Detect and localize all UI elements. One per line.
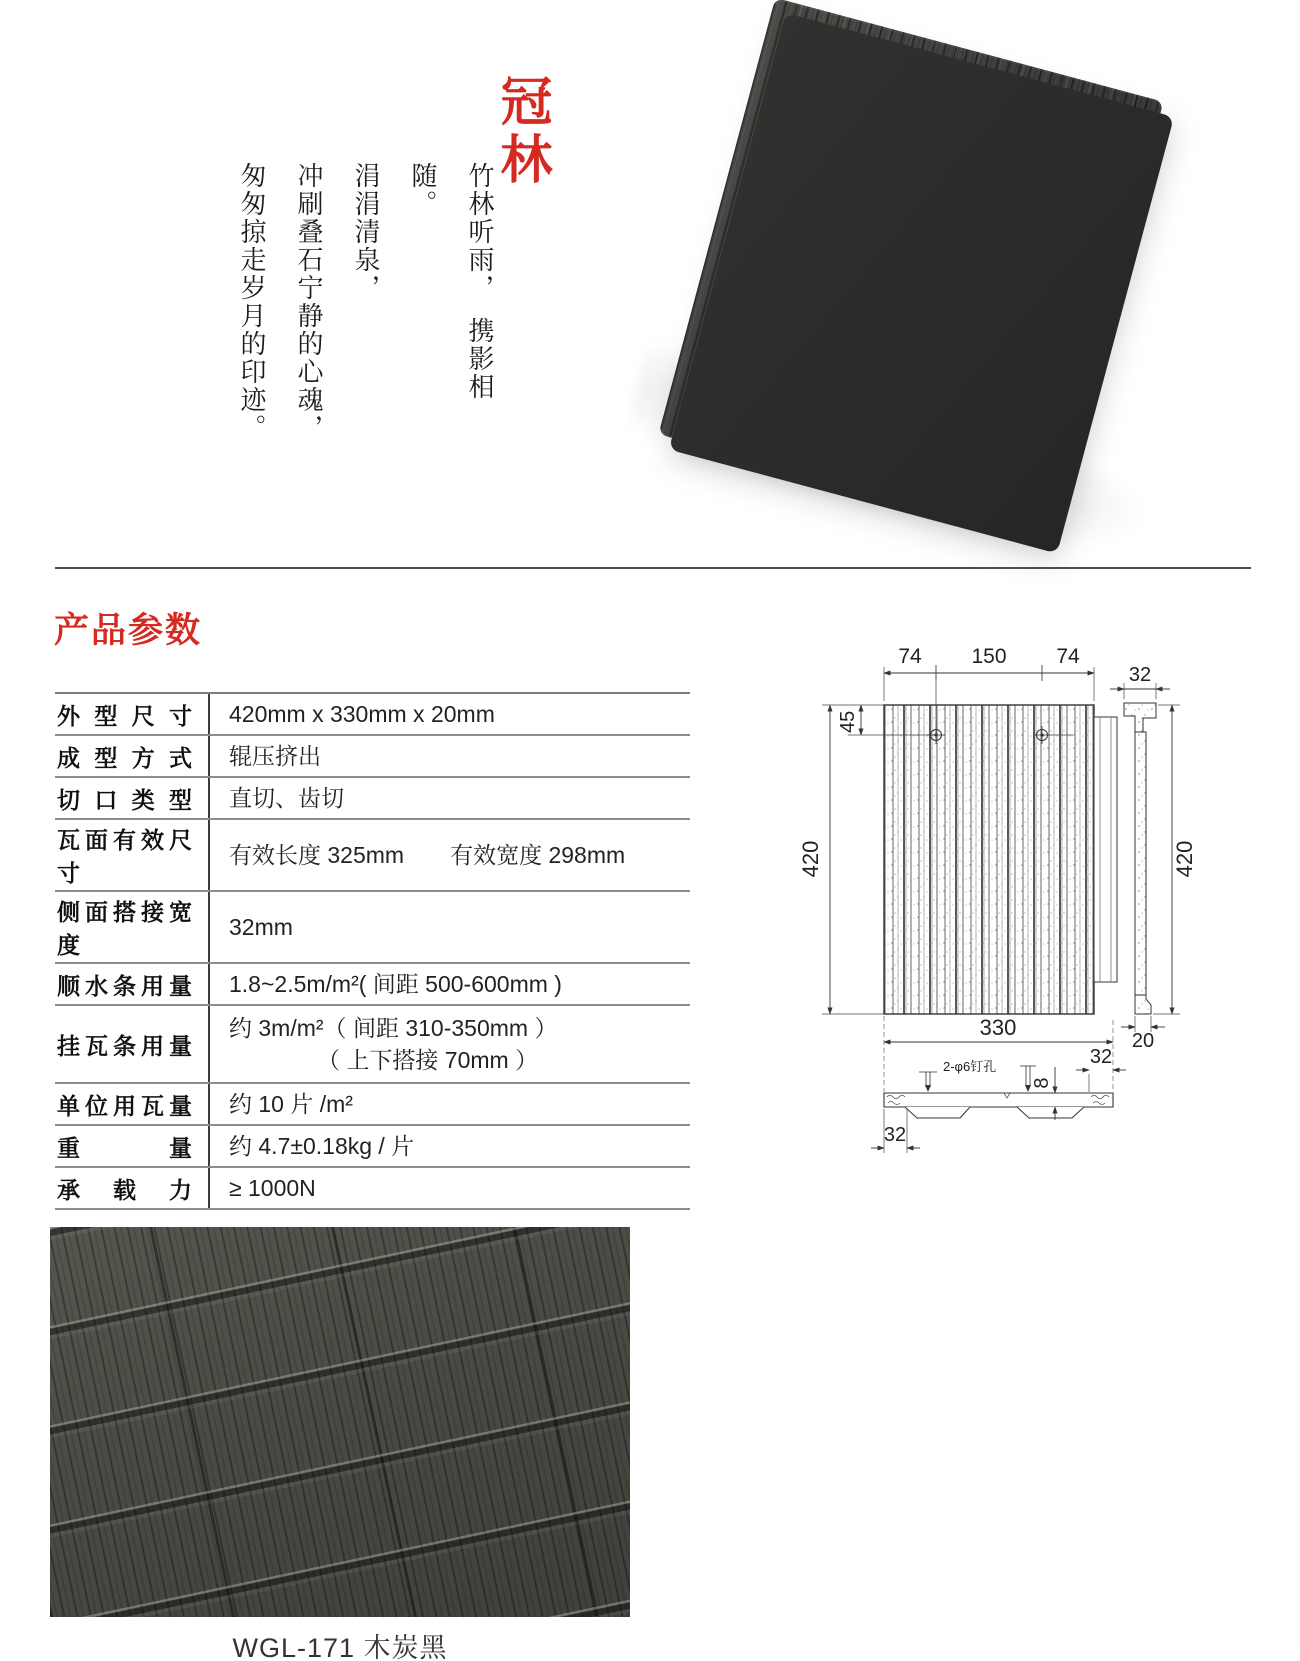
nail-hole-label: 2-φ6钉孔 (943, 1059, 997, 1074)
dim-label-150: 150 (971, 645, 1007, 668)
spec-label (55, 1006, 208, 1082)
poem-line: 竹林听雨， 携影相随。 (407, 162, 494, 401)
table-row (55, 1168, 690, 1210)
table-row (55, 736, 690, 778)
spec-value (208, 694, 690, 734)
spec-label-text: 成型方式 (57, 744, 192, 771)
table-row (55, 892, 690, 964)
spec-value-text: 有效长度 325mm 有效宽度 298mm (229, 842, 626, 868)
spec-value-text: 32mm (229, 914, 293, 940)
table-row (55, 820, 690, 892)
spec-value (208, 964, 690, 1004)
section-rib (905, 1107, 970, 1118)
dim-label-32-section-right: 32 (1089, 1046, 1113, 1068)
spec-label (55, 1126, 208, 1166)
technical-drawing (760, 615, 1300, 1175)
table-row (55, 1084, 690, 1126)
spec-label (55, 892, 208, 962)
section-slab (884, 1093, 1113, 1107)
spec-value-text: 辊压挤出 (229, 743, 321, 769)
spec-value-text: 420mm x 330mm x 20mm (229, 701, 495, 727)
spec-value (208, 1126, 690, 1166)
spec-label-text: 顺水条用量 (57, 972, 192, 999)
profile-head (1124, 703, 1156, 732)
table-row (55, 1126, 690, 1168)
spec-value (208, 736, 690, 776)
spec-value (208, 778, 690, 818)
poem-line: 涓涓清泉， (350, 162, 380, 302)
photo-caption: WGL-171 木炭黑 (232, 1633, 448, 1661)
table-row (55, 964, 690, 1006)
roof-installation-photo (50, 1227, 630, 1617)
spec-value (208, 892, 690, 962)
spec-value-text: 直切、齿切 (229, 785, 344, 811)
spec-value-text: （ 上下搭接 70mm ） (317, 1047, 539, 1073)
product-photo-tile (560, 0, 1250, 545)
spec-value-text: ≥ 1000N (229, 1175, 316, 1201)
dim-label-330: 330 (979, 1015, 1017, 1040)
spec-label-text: 瓦面有效尺寸 (57, 827, 192, 886)
spec-label (55, 964, 208, 1004)
dim-label-74-left: 74 (898, 645, 922, 668)
spec-label-text: 重量 (57, 1134, 192, 1161)
dim-label-420-right: 420 (1172, 840, 1197, 878)
dim-label-8: 8 (1031, 1077, 1053, 1089)
spec-label-text: 切口类型 (57, 786, 192, 813)
spec-label (55, 1084, 208, 1124)
section-rib (1017, 1107, 1084, 1118)
spec-value-text: 1.8~2.5m/m²( 间距 500-600mm ) (229, 971, 562, 997)
table-row (55, 1006, 690, 1084)
spec-label-text: 外型尺寸 (57, 702, 192, 729)
spec-value (208, 1168, 690, 1208)
spec-label (55, 694, 208, 734)
spec-label (55, 1168, 208, 1208)
table-row (55, 778, 690, 820)
spec-label (55, 736, 208, 776)
spec-value-text: 约 3m/m²（ 间距 310-350mm ） (229, 1015, 558, 1041)
poem-line: 冲刷叠石宁静的心魂， (293, 162, 323, 442)
brand-title: 冠林 (492, 74, 550, 190)
dim-label-20: 20 (1131, 1030, 1155, 1052)
plan-view-stipple (884, 705, 1094, 1014)
profile-foot (1135, 995, 1151, 1014)
spec-value-text: 约 4.7±0.18kg / 片 (229, 1133, 415, 1159)
spec-label (55, 820, 208, 890)
nail-hole-callout (919, 1059, 1036, 1092)
spec-value-text: 约 10 片 /m² (229, 1091, 353, 1117)
dim-label-32-top: 32 (1128, 664, 1152, 686)
spec-label-text: 单位用瓦量 (57, 1092, 192, 1119)
spec-label-text: 挂瓦条用量 (57, 1032, 192, 1059)
section-title-params: 产品参数 (54, 611, 203, 650)
dim-label-74-right: 74 (1056, 645, 1080, 668)
dim-label-420-left: 420 (798, 840, 823, 878)
spec-value (208, 1084, 690, 1124)
poem-line: 匆匆掠走岁月的印迹。 (236, 162, 266, 442)
dim-label-32-section-left: 32 (883, 1124, 907, 1146)
section-divider (55, 567, 1251, 569)
poem-block (222, 162, 507, 454)
spec-value (208, 820, 690, 890)
spec-table (55, 692, 690, 1210)
spec-label (55, 778, 208, 818)
dim-label-45: 45 (837, 710, 859, 733)
plan-side-flange (1094, 717, 1117, 982)
spec-value (208, 1006, 690, 1082)
spec-label-text: 承载力 (57, 1176, 192, 1203)
table-row (55, 694, 690, 736)
profile-body (1135, 732, 1146, 995)
spec-label-text: 侧面搭接宽度 (57, 899, 192, 958)
